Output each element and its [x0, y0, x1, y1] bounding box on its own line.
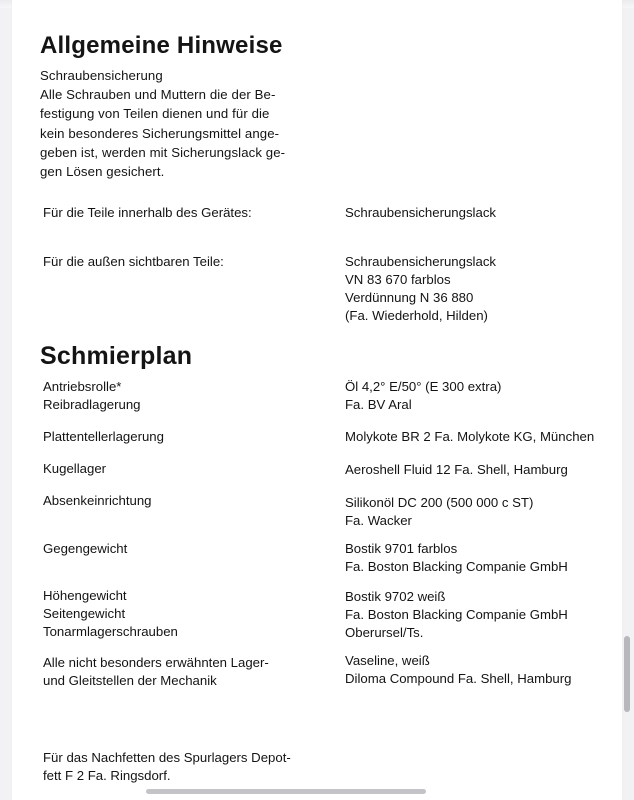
document-page[interactable] — [12, 0, 622, 800]
footnote-line: fett F 2 Fa. Ringsdorf. — [43, 768, 171, 783]
intro-line: festigung von Teilen dienen und für die — [40, 106, 270, 122]
intro-line: geben ist, werden mit Sicherungslack ge- — [40, 144, 286, 160]
lube-label-kugellager: Kugellager — [43, 461, 107, 476]
intro-line: kein besonderes Sicherungsmittel ange- — [40, 125, 280, 141]
value-line: Bostik 9702 weiß — [345, 589, 446, 604]
intro-line: gen Lösen gesichert. — [40, 164, 165, 180]
label-line: Reibradlagerung — [43, 397, 141, 412]
row-value-innerhalb: Schraubensicherungslack — [345, 205, 497, 220]
value-line: Silikonöl DC 200 (500 000 c ST) — [345, 495, 534, 510]
value-line: Bostik 9701 farblos — [345, 541, 458, 556]
label-line: Höhengewicht — [43, 588, 127, 603]
value-line: Fa. Boston Blacking Companie GmbH — [345, 607, 568, 622]
value-line: (Fa. Wiederhold, Hilden) — [345, 308, 488, 323]
lube-value-lager-gleitstellen — [345, 652, 572, 688]
value-line: Diloma Compound Fa. Shell, Hamburg — [345, 671, 572, 686]
lube-value-antriebsrolle — [345, 378, 501, 414]
intro-paragraph — [40, 66, 330, 181]
value-line: Fa. Wacker — [345, 513, 412, 528]
value-line: Verdünnung N 36 880 — [345, 290, 474, 305]
section-title-schmierplan: Schmierplan — [40, 342, 193, 370]
label-line: Tonarmlagerschrauben — [43, 624, 178, 639]
label-line: Antriebsrolle* — [43, 379, 122, 394]
section-title-allgemeine-hinweise: Allgemeine Hinweise — [40, 32, 283, 59]
row-label-aussen: Für die außen sichtbaren Teile: — [43, 254, 224, 269]
vertical-scrollbar[interactable] — [624, 636, 630, 712]
footnote-spurlager — [43, 749, 291, 785]
label-line: und Gleitstellen der Mechanik — [43, 673, 217, 688]
lube-value-absenkeinrichtung — [345, 494, 533, 530]
lube-value-hoehengewicht — [345, 588, 568, 642]
value-line: Fa. Boston Blacking Companie GmbH — [345, 559, 568, 574]
lube-label-absenkeinrichtung: Absenkeinrichtung — [43, 493, 152, 508]
intro-line: Alle Schrauben und Muttern die der Be- — [40, 87, 276, 103]
value-line: Oberursel/Ts. — [345, 625, 424, 640]
label-line: Seitengewicht — [43, 606, 126, 621]
value-line: Vaseline, weiß — [345, 653, 430, 668]
lube-value-kugellager: Aeroshell Fluid 12 Fa. Shell, Hamburg — [345, 462, 568, 477]
row-value-aussen — [345, 253, 496, 325]
lube-label-plattenteller: Plattentellerlagerung — [43, 429, 164, 444]
lube-label-hoehengewicht — [43, 587, 178, 641]
label-line: Alle nicht besonders erwähnten Lager- — [43, 655, 269, 670]
intro-line: Schraubensicherung — [40, 68, 163, 83]
lube-value-plattenteller: Molykote BR 2 Fa. Molykote KG, München — [345, 429, 595, 444]
value-line: Öl 4,2° E/50° (E 300 extra) — [345, 379, 502, 394]
value-line: Schraubensicherungslack — [345, 254, 497, 269]
row-label-innerhalb: Für die Teile innerhalb des Gerätes: — [43, 205, 252, 220]
value-line: Fa. BV Aral — [345, 397, 412, 412]
lube-label-antriebsrolle — [43, 378, 141, 414]
lube-label-lager-gleitstellen — [43, 654, 269, 690]
lube-value-gegengewicht — [345, 540, 568, 576]
lube-label-gegengewicht: Gegengewicht — [43, 541, 128, 556]
value-line: VN 83 670 farblos — [345, 272, 451, 287]
footnote-line: Für das Nachfetten des Spurlagers Depot- — [43, 750, 291, 765]
horizontal-scrollbar[interactable] — [146, 789, 426, 794]
